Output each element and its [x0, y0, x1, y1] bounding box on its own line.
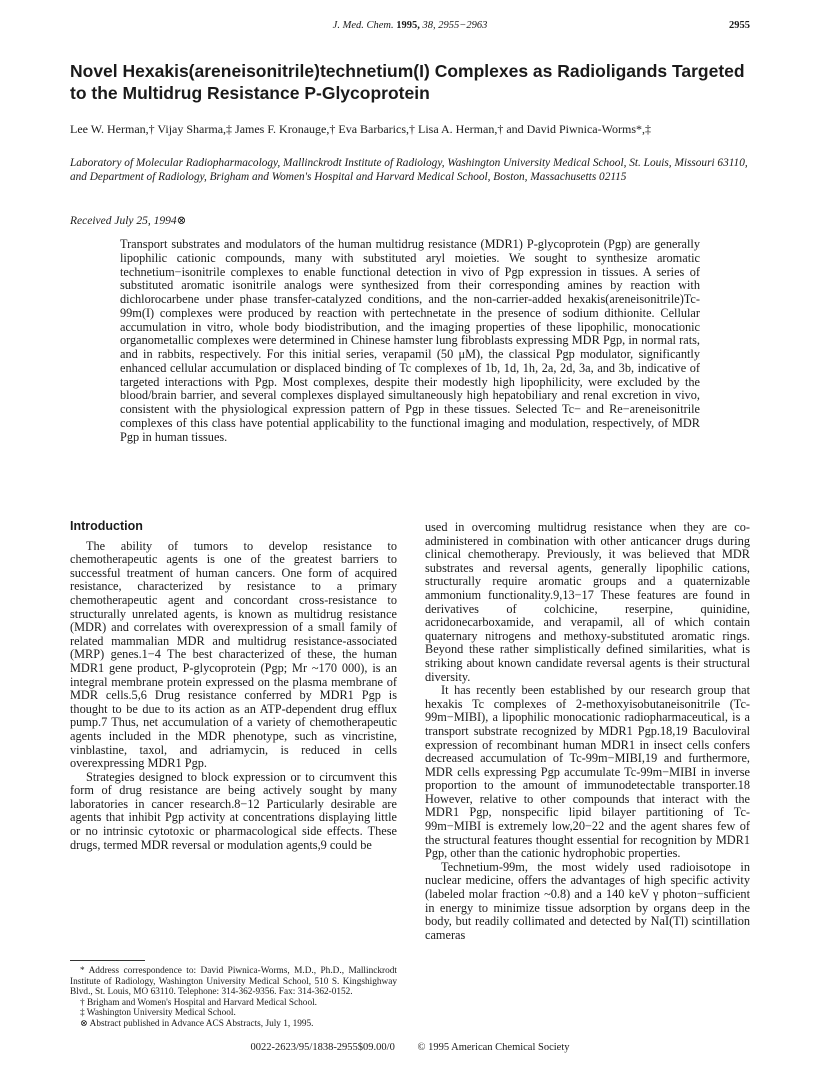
abstract: Transport substrates and modulators of the human multidrug resistance (MDR1) P-glycoprotein (Pgp) are generally lipophilic cationic compounds, many with substituted aryl moieties. We sought to synthesize aromatic technetium−isonitrile complexes to enable functional detection in vivo of Pgp expression in tissues. A series of substituted aromatic isonitrile analogs were synthesized from their corresponding amines by reaction with dichlorocarbene under phase transfer-catalyzed conditions, and the non-carrier-added hexakis(areneisonitrile)Tc-99m(I) complexes were produced by reaction with pertechnetate in the presence of sodium dithionite. Cellular accumulation in vitro, whole body biodistribution, and the imaging properties of these lipophilic, monocationic organometallic complexes were determined in Chinese hamster lung fibroblasts expressing MDR Pgp, in normal rats, and in rabbits, respectively. For this initial series, verapamil (50 μM), the classical Pgp modulator, significantly enhanced cellular accumulation or displaced binding of Tc complexes of 1b, 1d, 1h, 2a, 2d, 3a, and 3b, indicative of targeted interactions with Pgp. Most complexes, despite their modestly high lipophilicity, were excluded by the blood/brain barrier, and several complexes displayed simultaneously high hepatobiliary and renal excretion in vivo, consistent with the physiological expression pattern of Pgp in these tissues. Selected Tc− and Re−areneisonitrile complexes of this class have potential applicability to the functional imaging and modulation, respectively, of MDR Pgp in human tissues.	[120, 237, 700, 444]
copyright-notice: © 1995 American Chemical Society	[417, 1042, 570, 1053]
footnotes	[70, 966, 397, 1029]
introduction-heading: Introduction	[70, 519, 143, 533]
left-column	[70, 520, 397, 852]
journal-volume-pages: 38, 2955−2963	[422, 20, 488, 31]
footnote-correspondence: * Address correspondence to: David Piwnica-Worms, M.D., Ph.D., Mallinckrodt Institute of Radiology, Washington University Medical School, 510 S. Kingshighway Blvd., St. Louis, MO 63110. Telephone: 314-362-9356. Fax: 314-362-0152.	[70, 966, 397, 997]
article-title: Novel Hexakis(areneisonitrile)technetium(I) Complexes as Radioligands Targeted to the Multidrug Resistance P-Glycoprotein	[70, 61, 745, 103]
page-number: 2955	[729, 20, 750, 31]
body-paragraph: The ability of tumors to develop resistance to chemotherapeutic agents is one of the greatest barriers to successful treatment of human cancers. One form of acquired resistance, characterized by resistance to a primary chemotherapeutic agent and concordant cross-resistance to structurally unrelated agents, is known as multidrug resistance (MDR) and correlates with overexpression of a small family of related mammalian MDR and multidrug resistance-associated (MRP) genes.1−4 The best characterized of these, the human MDR1 gene product, P-glycoprotein (Pgp; Mr ~170 000), is an integral membrane protein expressed on the plasma membrane of MDR cells.5,6 Drug resistance conferred by MDR1 Pgp is thought to be due to its action as an ATP-dependent drug efflux pump.7 Thus, net accumulation of a variety of chemotherapeutic agents included in the MDR phenotype, such as vincristine, vinblastine, taxol, and adriamycin, is reduced in cells overexpressing MDR1 Pgp.	[70, 538, 397, 771]
body-paragraph: used in overcoming multidrug resistance when they are co-administered in combination with other anticancer drugs during clinical chemotherapy. Previously, it was believed that MDR substrates and reversal agents, generally lipophilic cations, structurally require aromatic groups and a quaternizable ammonium functionality.9,13−17 These features are found in derivatives of colchicine, reserpine, quinidine, acridonecarboxamide, and verapamil, all of which contain quaternary nitrogens and methoxy-substituted aromatic rings. Beyond these rather simplistically defined similarities, what is striking about known candidate reversal agents is their structural diversity.	[425, 520, 750, 684]
page-footer	[0, 1042, 820, 1053]
footnote-abstract-published: ⊗ Abstract published in Advance ACS Abstracts, July 1, 1995.	[80, 1018, 314, 1029]
author-list: Lee W. Herman,† Vijay Sharma,‡ James F. Kronauge,† Eva Barbarics,† Lisa A. Herman,† and David Piwnica-Worms*,‡	[70, 122, 651, 136]
right-column	[425, 521, 750, 942]
body-paragraph: Strategies designed to block expression or to circumvent this form of drug resistance are being actively sought by many laboratories in cancer research.8−12 Particularly desirable are agents that inhibit Pgp activity at concentrations displaying little or no intrinsic cytotoxic or pharmacological side effects. These drugs, termed MDR reversal or modulation agents,9 could be	[70, 769, 397, 852]
running-header	[70, 20, 750, 36]
journal-year: 1995,	[396, 20, 420, 31]
journal-name: J. Med. Chem.	[332, 20, 394, 31]
journal-citation	[70, 20, 750, 31]
article-code: 0022-2623/95/1838-2955$09.00/0	[250, 1042, 395, 1053]
received-date: Received July 25, 1994⊗	[70, 215, 187, 227]
footnote-divider	[70, 960, 145, 961]
author-affiliations: Laboratory of Molecular Radiopharmacology, Mallinckrodt Institute of Radiology, Washington University Medical School, St. Louis, Missouri 63110, and Department of Radiology, Brigham and Women's Hospital and Harvard Medical School, Boston, Massachusetts 02115	[70, 157, 748, 183]
footnote-affiliation-dagger: † Brigham and Women's Hospital and Harvard Medical School.	[80, 997, 318, 1008]
body-paragraph: Technetium-99m, the most widely used radioisotope in nuclear medicine, offers the advantages of high specific activity (labeled molar fraction ~0.8) and a 140 keV γ photon−sufficient in energy to minimize tissue adsorption by organs deep in the body, but readily collimated and detected by NaI(Tl) scintillation cameras	[425, 859, 750, 942]
body-paragraph: It has recently been established by our research group that hexakis Tc complexes of 2-methoxyisobutaneisonitrile (Tc-99m−MIBI), a lipophilic monocationic radiopharmaceutical, is a transport substrate recognized by MDR1 Pgp.18,19 Baculoviral expression of recombinant human MDR1 in insect cells confers decreased accumulation of Tc-99m−MIBI,19 and furthermore, MDR cells expressing Pgp accumulate Tc-99m−MIBI in inverse proportion to the amount of immunodetectable transporter.18 However, relative to other compounds that interact with the MDR1 Pgp, nonspecific lipid bilayer partitioning of Tc-99m−MIBI is extremely low,20−22 and the agent shares few of the structural features thought essential for recognition by MDR1 Pgp, other than the cationic hydrophobic properties.	[425, 683, 750, 861]
footnote-affiliation-double-dagger: ‡ Washington University Medical School.	[80, 1008, 236, 1018]
